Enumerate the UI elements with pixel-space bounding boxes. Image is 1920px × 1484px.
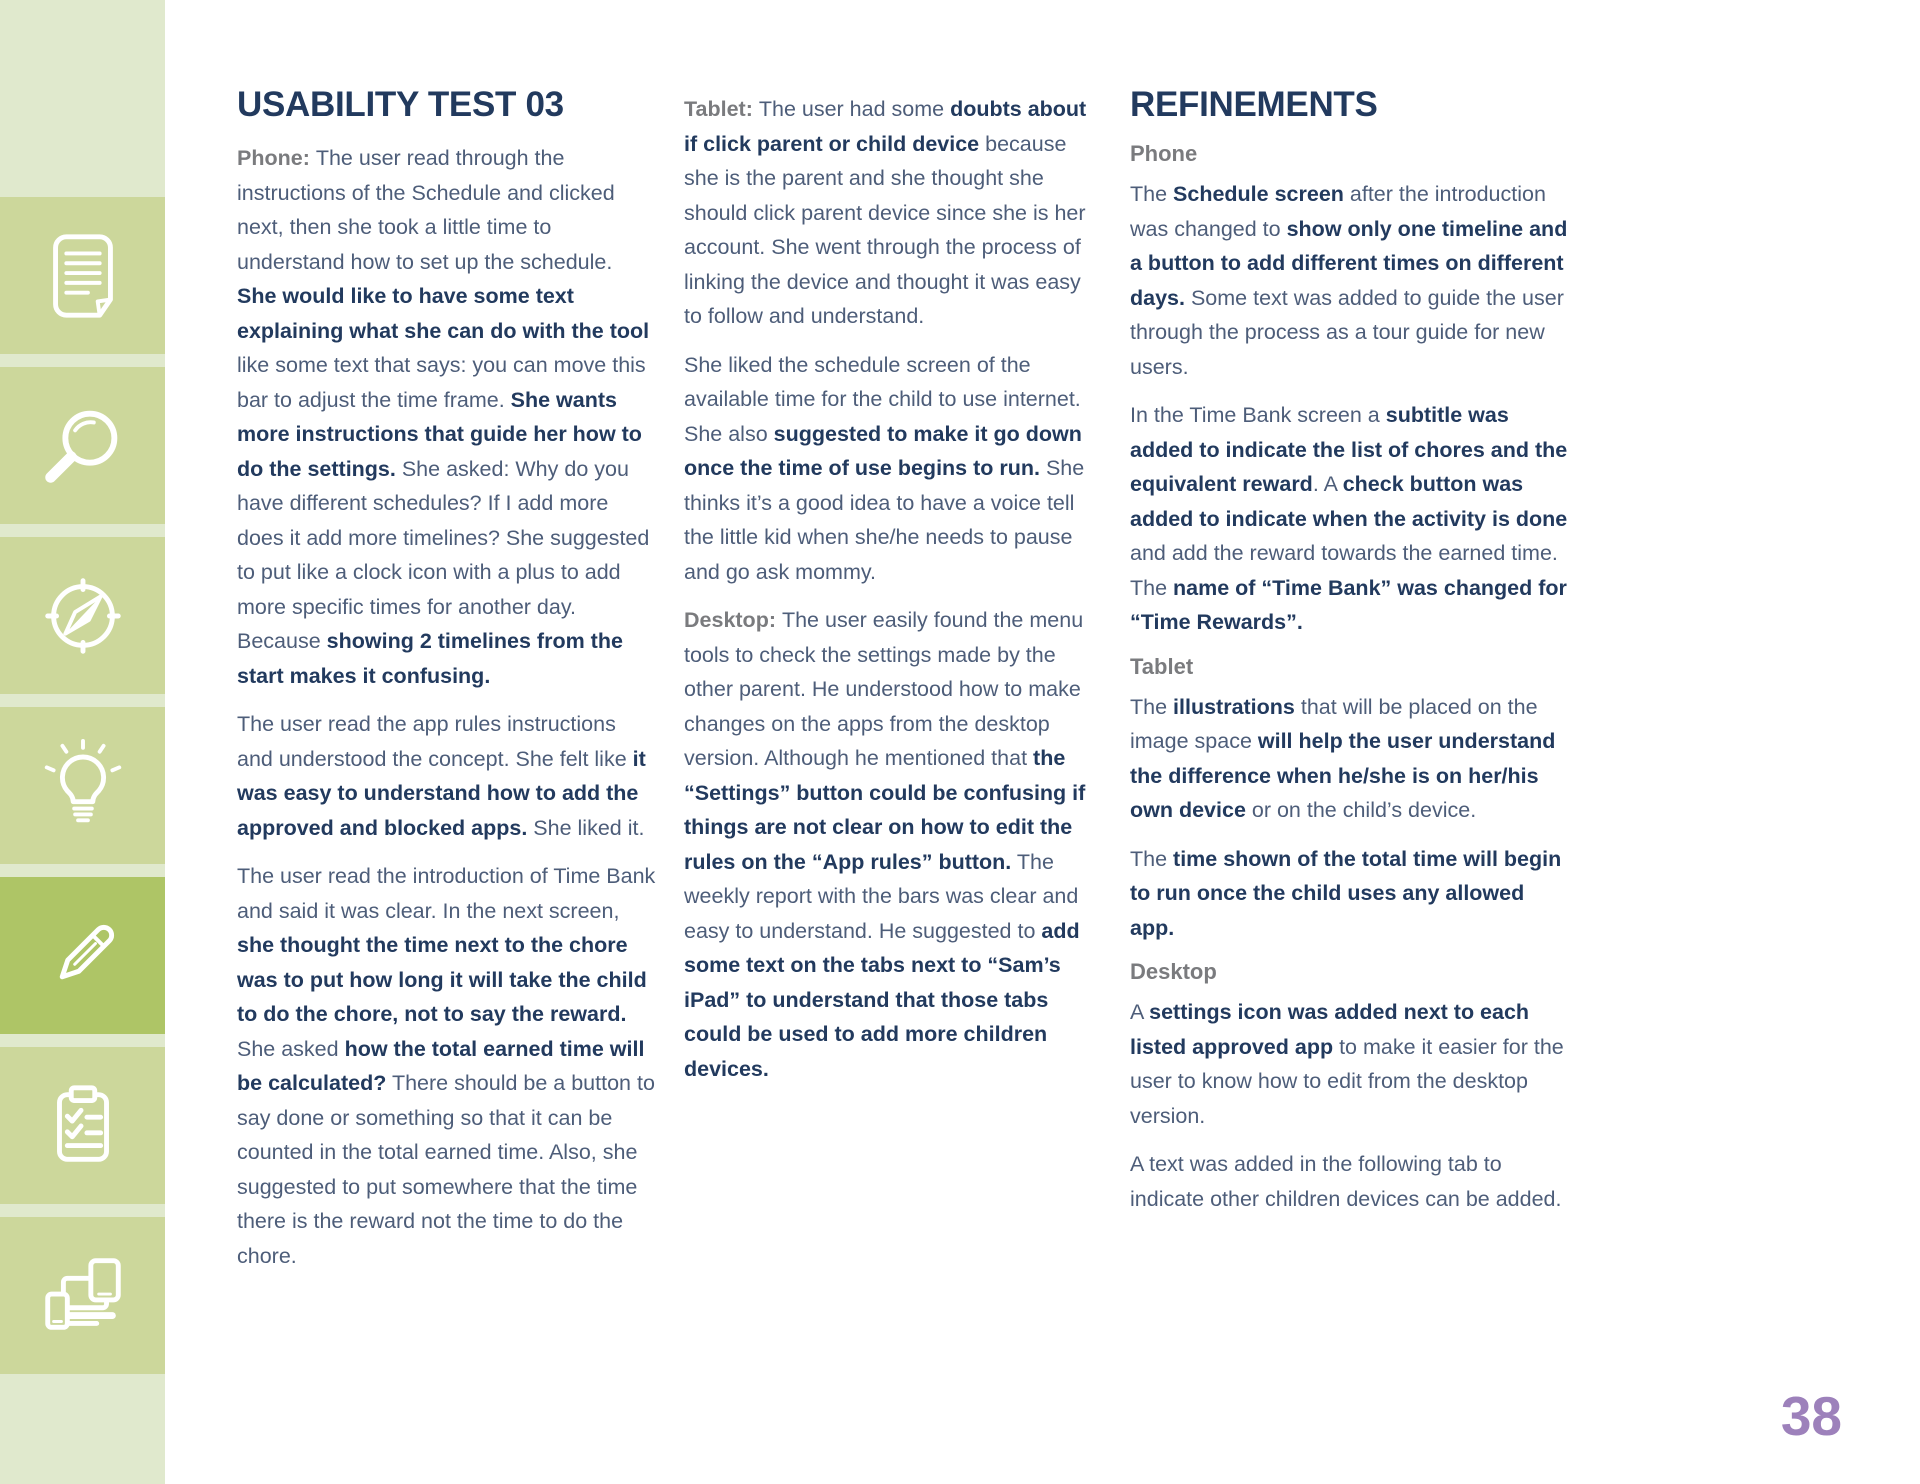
text-segment: The bbox=[1130, 846, 1174, 871]
text-segment: The bbox=[1130, 182, 1174, 206]
text-segment: doubts about if click parent or child device bbox=[684, 97, 1087, 156]
text-segment: Schedule screen bbox=[1173, 182, 1344, 206]
text-segment: illustrations bbox=[1173, 694, 1295, 719]
sidebar-item-pencil bbox=[0, 877, 165, 1034]
device-label: Phone: bbox=[237, 146, 316, 170]
text-segment: it was easy to understand how to add the approved and blocked apps. bbox=[237, 746, 646, 840]
paragraph bbox=[684, 603, 1104, 1086]
text-segment: There should be a button to say done or something so that it can be counted in the total earned time. Also, she suggested to put somewhere that the time there is the reward not the time to do the chore. bbox=[237, 1071, 655, 1268]
paragraph bbox=[237, 141, 657, 693]
text-segment: subtitle was added to indicate the list of chores and the equivalent reward bbox=[1130, 403, 1568, 496]
text-segment: She asked bbox=[237, 1036, 345, 1061]
document-icon bbox=[34, 227, 132, 325]
sidebar bbox=[0, 0, 165, 1484]
text-segment: add some text on the tabs next to “Sam’s iPad” to understand that those tabs could be used to add more children devices. bbox=[684, 918, 1080, 1081]
paragraph bbox=[237, 707, 657, 845]
text-segment: and add the reward towards the earned time. The bbox=[1130, 541, 1558, 600]
paragraph bbox=[684, 348, 1104, 590]
text-segment: how the total earned time will be calculated? bbox=[237, 1036, 645, 1095]
paragraph bbox=[1130, 842, 1568, 946]
text-segment: she thought the time next to the chore was to put how long it will take the child to do the chore, not to say the reward. bbox=[237, 933, 647, 1026]
text-segment: A text was added in the following tab to indicate other children devices can be added. bbox=[1130, 1152, 1562, 1211]
sidebar-item-devices bbox=[0, 1217, 165, 1374]
text-segment: She wants more instructions that guide her how to do the settings. bbox=[237, 387, 642, 481]
text-segment: the “Settings” button could be confusing if things are not clear on how to edit the rules on the “App rules” button. bbox=[684, 746, 1086, 874]
subsection-label: Tablet bbox=[1130, 653, 1194, 679]
text-segment: after the introduction was changed to bbox=[1130, 182, 1546, 241]
text-segment: The user had some bbox=[758, 97, 951, 121]
search-icon bbox=[34, 397, 132, 495]
text-segment: show only one timeline and a button to add different times on different days. bbox=[1130, 216, 1568, 310]
subsection-label: Desktop bbox=[1130, 959, 1217, 984]
text-segment: to make it easier for the user to know how to edit from the desktop version. bbox=[1130, 1034, 1564, 1128]
devices-icon bbox=[34, 1247, 132, 1345]
text-segment: She liked the schedule screen of the available time for the child to use internet. She also bbox=[684, 352, 1081, 446]
text-segment: A bbox=[1130, 1000, 1150, 1024]
text-segment: The user easily found the menu tools to check the settings made by the other parent. He understood how to make changes on the apps from the desktop version. Although he mentioned that bbox=[684, 608, 1084, 770]
page-number: 38 bbox=[1780, 1385, 1842, 1447]
sidebar-item-search bbox=[0, 367, 165, 524]
text-segment: check button was added to indicate when the activity is done bbox=[1130, 472, 1568, 531]
text-segment: showing 2 timelines from the start makes it confusing. bbox=[237, 629, 623, 688]
paragraph bbox=[1130, 177, 1568, 384]
text-segment: She liked it. bbox=[527, 815, 645, 840]
column-usability-test-continued bbox=[684, 92, 1104, 1100]
device-label: Tablet: bbox=[684, 97, 759, 121]
text-segment: like some text that says: you can move this bar to adjust the time frame. bbox=[237, 353, 646, 412]
text-segment: settings icon was added next to each listed approved app bbox=[1130, 1000, 1530, 1059]
column-usability-test bbox=[237, 85, 657, 1287]
text-segment: The user read through the instructions of the Schedule and clicked next, then she took a little time to understand how to set up the schedule. bbox=[237, 146, 615, 274]
paragraph bbox=[1130, 995, 1568, 1133]
sidebar-item-checklist bbox=[0, 1047, 165, 1204]
text-segment: She asked: Why do you have different schedules? If I add more does it add more timelines? She suggested to put like a clock icon with a plus to add more specific times for another day. Because bbox=[237, 456, 650, 653]
text-segment: The bbox=[1130, 694, 1174, 719]
subsection-label: Phone bbox=[1130, 141, 1198, 166]
text-segment: suggested to make it go down once the time of use begins to run. bbox=[684, 421, 1082, 480]
paragraph bbox=[1130, 398, 1568, 640]
text-segment: name of “Time Bank” was changed for “Time Rewards”. bbox=[1130, 575, 1567, 634]
text-segment: Some text was added to guide the user through the process as a tour guide for new users. bbox=[1130, 285, 1564, 379]
text-segment: because she is the parent and she thought she should click parent device since she is her account. She went through the process of linking the device and thought it was easy to follow and understand. bbox=[684, 131, 1086, 328]
checklist-icon bbox=[34, 1077, 132, 1175]
text-segment: will help the user understand the difference when he/she is on her/his own device bbox=[1130, 729, 1556, 822]
text-segment: The user read the introduction of Time Bank and said it was clear. In the next screen, bbox=[237, 864, 656, 923]
sidebar-item-lightbulb bbox=[0, 707, 165, 864]
sidebar-top-spacer bbox=[0, 0, 165, 197]
text-segment: time shown of the total time will begin to run once the child uses any allowed app. bbox=[1130, 846, 1562, 940]
sidebar-item-document bbox=[0, 197, 165, 354]
compass-icon bbox=[34, 567, 132, 665]
lightbulb-icon bbox=[34, 737, 132, 835]
text-segment: The weekly report with the bars was clear and easy to understand. He suggested to bbox=[684, 849, 1079, 943]
text-segment: or on the child’s device. bbox=[1245, 798, 1477, 822]
pencil-icon bbox=[34, 907, 132, 1005]
text-segment: In the Time Bank screen a bbox=[1130, 403, 1386, 427]
device-label: Desktop: bbox=[684, 608, 782, 632]
section-title: REFINEMENTS bbox=[1130, 85, 1378, 124]
paragraph bbox=[237, 859, 657, 1273]
text-segment: She thinks it’s a good idea to have a voice tell the little kid when she/he needs to pause and go ask mommy. bbox=[684, 456, 1085, 584]
column-refinements bbox=[1130, 85, 1568, 1230]
paragraph bbox=[1130, 1147, 1568, 1216]
text-segment: The user read the app rules instructions and understood the concept. She felt like bbox=[237, 712, 633, 771]
paragraph bbox=[684, 92, 1104, 334]
section-title: USABILITY TEST 03 bbox=[237, 85, 564, 124]
text-segment: . A bbox=[1312, 472, 1343, 496]
paragraph bbox=[1130, 690, 1568, 828]
text-segment: She would like to have some text explaining what she can do with the tool bbox=[237, 284, 650, 343]
sidebar-item-compass bbox=[0, 537, 165, 694]
text-segment: that will be placed on the image space bbox=[1130, 694, 1538, 753]
